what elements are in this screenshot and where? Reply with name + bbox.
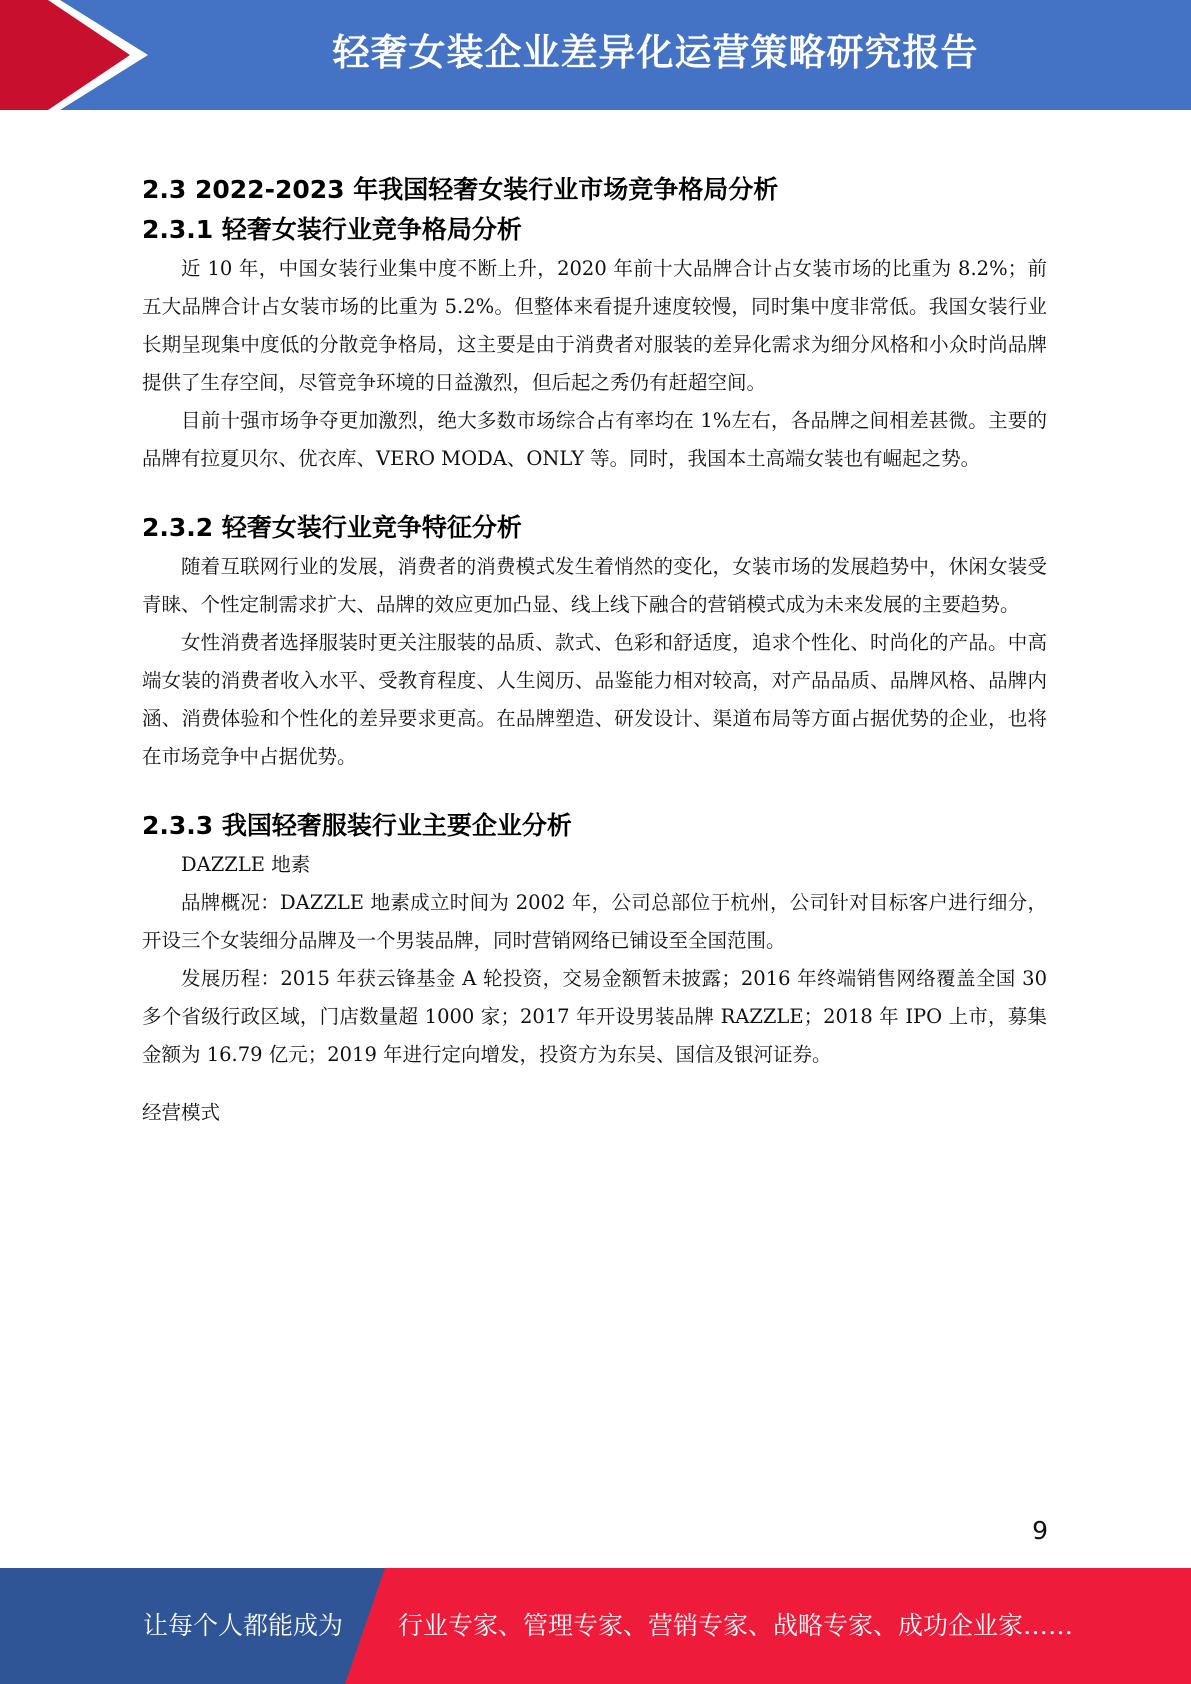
paragraph: 品牌概况：DAZZLE 地素成立时间为 2002 年，公司总部位于杭州，公司针对目标客户进行细分，开设三个女装细分品牌及一个男装品牌，同时营销网络已铺设至全国范围。	[142, 891, 1047, 952]
red-arrow-decoration	[0, 0, 160, 110]
footer-slogan-right: 行业专家、管理专家、营销专家、战略专家、成功企业家……	[398, 1611, 1074, 1640]
page-number: 9	[1032, 1516, 1048, 1545]
paragraph: 女性消费者选择服装时更关注服装的品质、款式、色彩和舒适度，追求个性化、时尚化的产品。中高端女装的消费者收入水平、受教育程度、人生阅历、品鉴能力相对较高，对产品品质、品牌风格、品牌内涵、消费体验和个性化的差异要求更高。在品牌塑造、研发设计、渠道布局等方面占据优势的企业，也将在市场竞争中占据优势。	[142, 631, 1047, 768]
paragraph: 发展历程：2015 年获云锋基金 A 轮投资，交易金额暂未披露；2016 年终端销售网络覆盖全国 30 多个省级行政区域，门店数量超 1000 家；2017 年开设男装品牌 RAZZLE；2018 年 IPO 上市，募集金额为 16.79 亿元；2019 年进行定向增发，投资方为东吴、国信及银河证券。	[142, 967, 1047, 1066]
subsection-heading-2-3-3: 2.3.3 我国轻奢服装行业主要企业分析	[142, 811, 572, 840]
paragraph: 经营模式	[142, 1101, 221, 1124]
subsection-heading-2-3-1: 2.3.1 轻奢女装行业竞争格局分析	[142, 215, 522, 244]
paragraph: 近 10 年，中国女装行业集中度不断上升，2020 年前十大品牌合计占女装市场的比重为 8.2%；前五大品牌合计占女装市场的比重为 5.2%。但整体来看提升速度较慢，同时集中度非常低。我国女装行业长期呈现集中度低的分散竞争格局，这主要是由于消费者对服装的差异化需求为细分风格和小众时尚品牌提供了生存空间，尽管竞争环境的日益激烈，但后起之秀仍有赶超空间。	[142, 257, 1047, 394]
section-heading: 2.3 2022-2023 年我国轻奢女装行业市场竞争格局分析	[142, 175, 779, 204]
report-title: 轻奢女装企业差异化运营策略研究报告	[332, 31, 979, 74]
footer-banner	[0, 1568, 1191, 1684]
main-content	[142, 170, 1047, 1132]
footer-slogan-left: 让每个人都能成为	[143, 1611, 344, 1640]
subsection-heading-2-3-2: 2.3.2 轻奢女装行业竞争特征分析	[142, 513, 522, 542]
paragraph: 目前十强市场争夺更加激烈，绝大多数市场综合占有率均在 1%左右，各品牌之间相差甚微。主要的品牌有拉夏贝尔、优衣库、VERO MODA、ONLY 等。同时，我国本土高端女装也有崛起之势。	[142, 409, 1047, 470]
company-name: DAZZLE 地素	[181, 853, 311, 876]
header-banner	[0, 0, 1191, 110]
paragraph: 随着互联网行业的发展，消费者的消费模式发生着悄然的变化，女装市场的发展趋势中，休闲女装受青睐、个性定制需求扩大、品牌的效应更加凸显、线上线下融合的营销模式成为未来发展的主要趋势。	[142, 555, 1047, 616]
